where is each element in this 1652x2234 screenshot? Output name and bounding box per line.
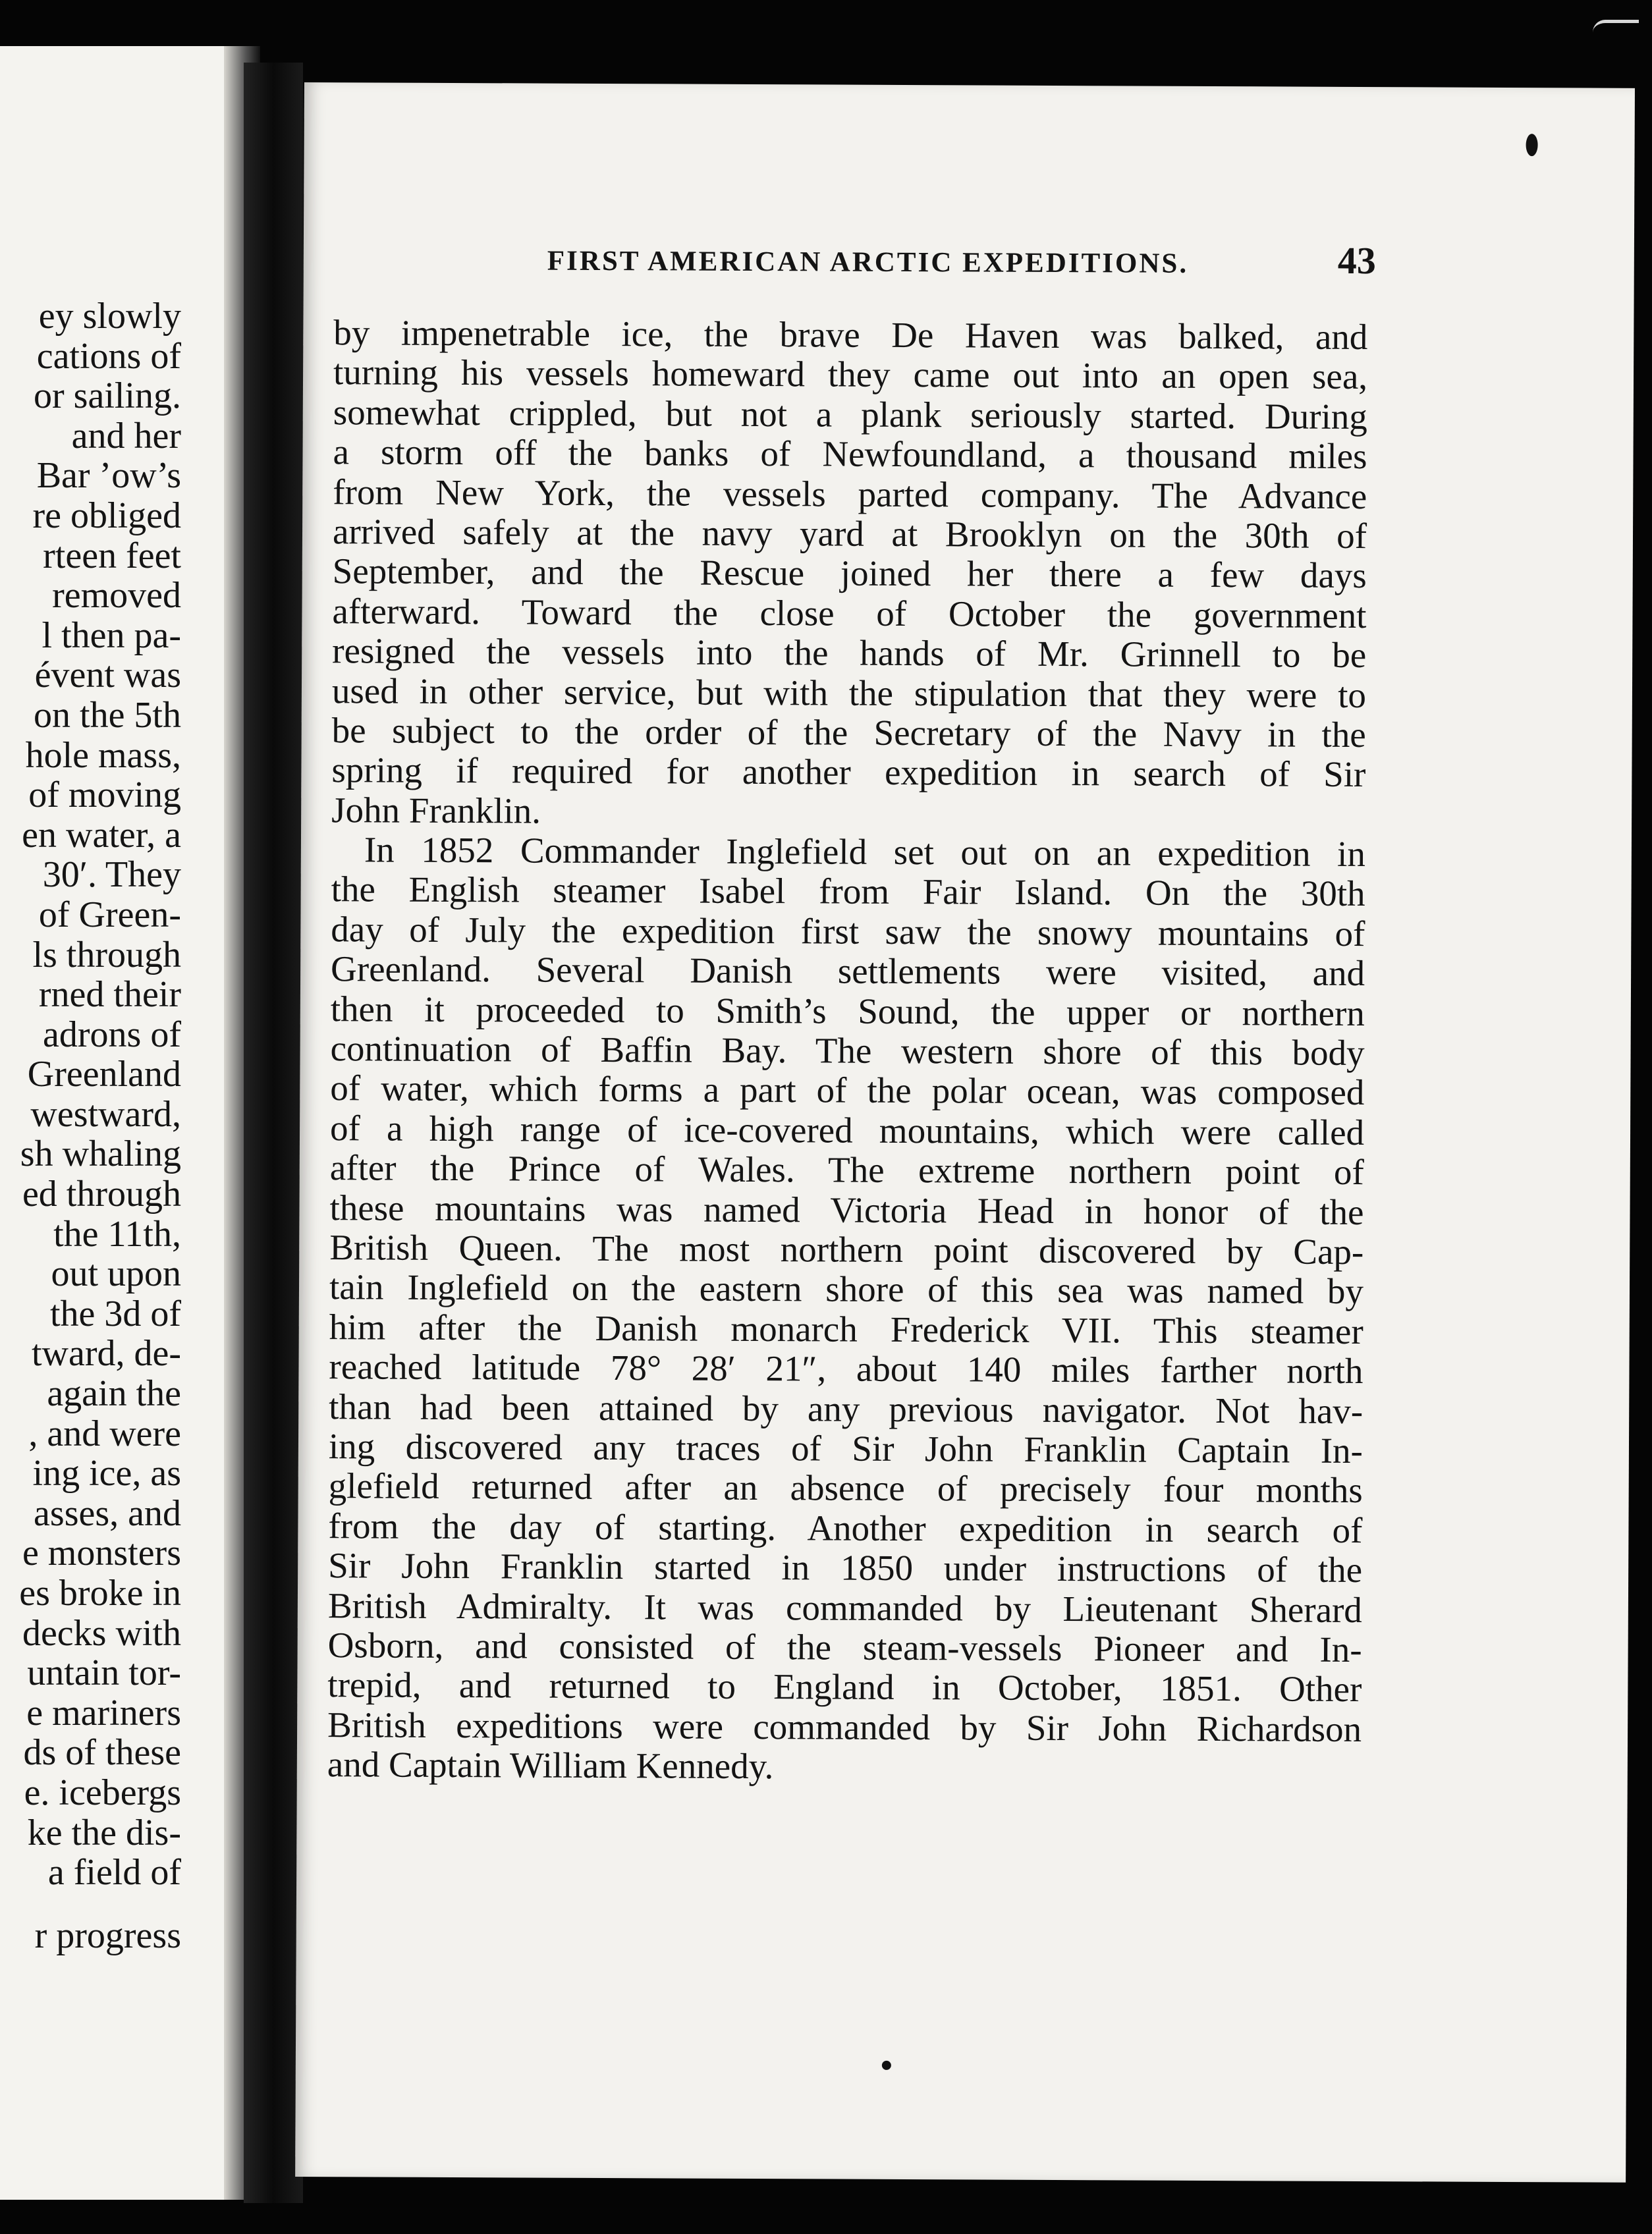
previous-page-line: ed through [22,1174,181,1215]
previous-page-line: l then pa- [41,614,181,656]
page-number: 43 [1337,238,1376,283]
text-line: somewhat crippled, but not a plank seriously started. During [333,391,1367,437]
text-line: In 1852 Commander Inglefield set out on an expedition in [364,829,1366,875]
previous-page-fragment [0,46,244,2200]
text-line: afterward. Toward the close of October the government [332,590,1367,636]
previous-page-last-line: r progress [34,1915,181,1956]
text-line: him after the Danish monarch Frederick VII. This steamer [329,1306,1363,1351]
text-line: John Franklin. [331,789,541,831]
previous-page-line: ds of these [23,1732,181,1774]
previous-page-line: es broke in [19,1573,181,1614]
text-line: from New York, the vessels parted company. The Advance [333,471,1367,516]
previous-page-line: ke the dis- [27,1812,181,1853]
previous-page-line: removed [52,575,181,616]
previous-page-line: ey slowly [38,296,181,337]
previous-page-line: out upon [51,1253,181,1295]
previous-page-line: asses, and [34,1492,181,1534]
previous-page-line: e mariners [26,1692,181,1733]
previous-page-line: westward, [30,1093,181,1135]
text-line: British expeditions were commanded by Sir John Richardson [327,1704,1362,1749]
corner-scratch-mark [1593,20,1639,32]
previous-page-line: rned their [38,974,181,1016]
previous-page-line: ls through [32,934,181,975]
previous-page-line: 30′. They [42,854,181,896]
previous-page-line: ing ice, as [32,1453,181,1494]
ink-speck [882,2061,891,2070]
previous-page-line: and her [71,415,181,456]
previous-page-line: the 3d of [49,1293,181,1334]
text-line: Greenland. Several Danish settlements were visited, and [330,948,1365,994]
text-line: Sir John Franklin started in 1850 under instructions of the [328,1545,1363,1591]
previous-page-line: a field of [47,1852,181,1893]
book-spine [244,63,303,2203]
previous-page-line: adrons of [43,1014,181,1055]
previous-page-line: the 11th, [53,1213,181,1255]
text-line: and Captain William Kennedy. [327,1744,774,1787]
previous-page-line: en water, a [22,814,181,856]
text-line: glefield returned after an absence of precisely four months [328,1465,1363,1511]
previous-page-line: sh whaling [20,1133,181,1175]
previous-page-line: of Green- [38,894,181,935]
text-line: be subject to the order of the Secretary of the Navy in the [331,710,1366,755]
text-line: the English steamer Isabel from Fair Island. On the 30th [331,869,1365,914]
previous-page-line: hole mass, [25,734,181,776]
previous-page-line: e monsters [22,1533,181,1574]
text-line: used in other service, but with the stipulation that they were to [331,670,1367,715]
text-line: Osborn, and consisted of the steam-vessels Pioneer and In- [327,1625,1362,1670]
text-line: ing discovered any traces of Sir John Franklin Captain In- [328,1426,1363,1471]
text-line: than had been attained by any previous navigator. Not hav- [329,1386,1363,1431]
previous-page-line: again the [47,1373,181,1415]
previous-page-line: évent was [34,655,181,696]
text-line: reached latitude 78° 28′ 21″, about 140 miles farther north [329,1346,1363,1392]
text-line: from the day of starting. Another expedition in search of [328,1505,1363,1550]
text-line: after the Prince of Wales. The extreme northern point of [329,1147,1364,1193]
text-line: British Queen. The most northern point discovered by Cap- [329,1227,1364,1272]
text-line: British Admiralty. It was commanded by Lieutenant Sherard [327,1585,1363,1630]
ink-speck [1526,134,1538,156]
running-head: FIRST AMERICAN ARCTIC EXPEDITIONS. [547,245,1189,279]
text-line: these mountains was named Victoria Head in honor of the [329,1187,1364,1232]
text-line: of a high range of ice-covered mountains, which were called [329,1107,1365,1153]
previous-page-line: of moving [28,775,181,816]
text-line: of water, which forms a part of the polar ocean, was composed [330,1068,1365,1113]
text-line: day of July the expedition first saw the snowy mountains of [331,909,1365,954]
previous-page-line: rteen feet [43,535,181,576]
previous-page-line: on the 5th [34,694,181,736]
text-line: trepid, and returned to England in October, 1851. Other [327,1664,1362,1710]
text-line: then it proceeded to Smith’s Sound, the upper or northern [330,988,1365,1033]
text-line: resigned the vessels into the hands of Mr. Grinnell to be [332,630,1367,676]
previous-page-line: e. icebergs [24,1772,181,1813]
previous-page-line: tward, de- [31,1333,181,1375]
text-line: arrived safely at the navy yard at Brooklyn on the 30th of [332,511,1367,556]
previous-page-line: Bar ’ow’s [36,455,181,497]
text-line: tain Inglefield on the eastern shore of this sea was named by [329,1267,1364,1312]
book-page [295,82,1635,2183]
previous-page-line: untain tor- [27,1652,181,1694]
text-line: a storm off the banks of Newfoundland, a thousand miles [333,431,1367,477]
previous-page-line: re obliged [32,495,181,536]
previous-page-line: cations of [36,335,181,377]
previous-page-text [19,296,181,1955]
text-line: by impenetrable ice, the brave De Haven was balked, and [333,312,1368,358]
text-line: turning his vessels homeward they came out into an open sea, [333,352,1368,397]
text-line: continuation of Baffin Bay. The western shore of this body [330,1028,1365,1074]
previous-page-line: , and were [28,1413,181,1454]
paragraph-2 [327,830,1365,1789]
previous-page-line: or sailing. [34,375,181,417]
page-body-text [327,313,1368,1789]
text-line: spring if required for another expedition in search of Sir [331,749,1366,795]
previous-page-line: Greenland [27,1054,181,1095]
paragraph-1 [331,313,1367,834]
text-line: September, and the Rescue joined her there a few days [332,551,1367,596]
previous-page-line: decks with [22,1612,181,1654]
